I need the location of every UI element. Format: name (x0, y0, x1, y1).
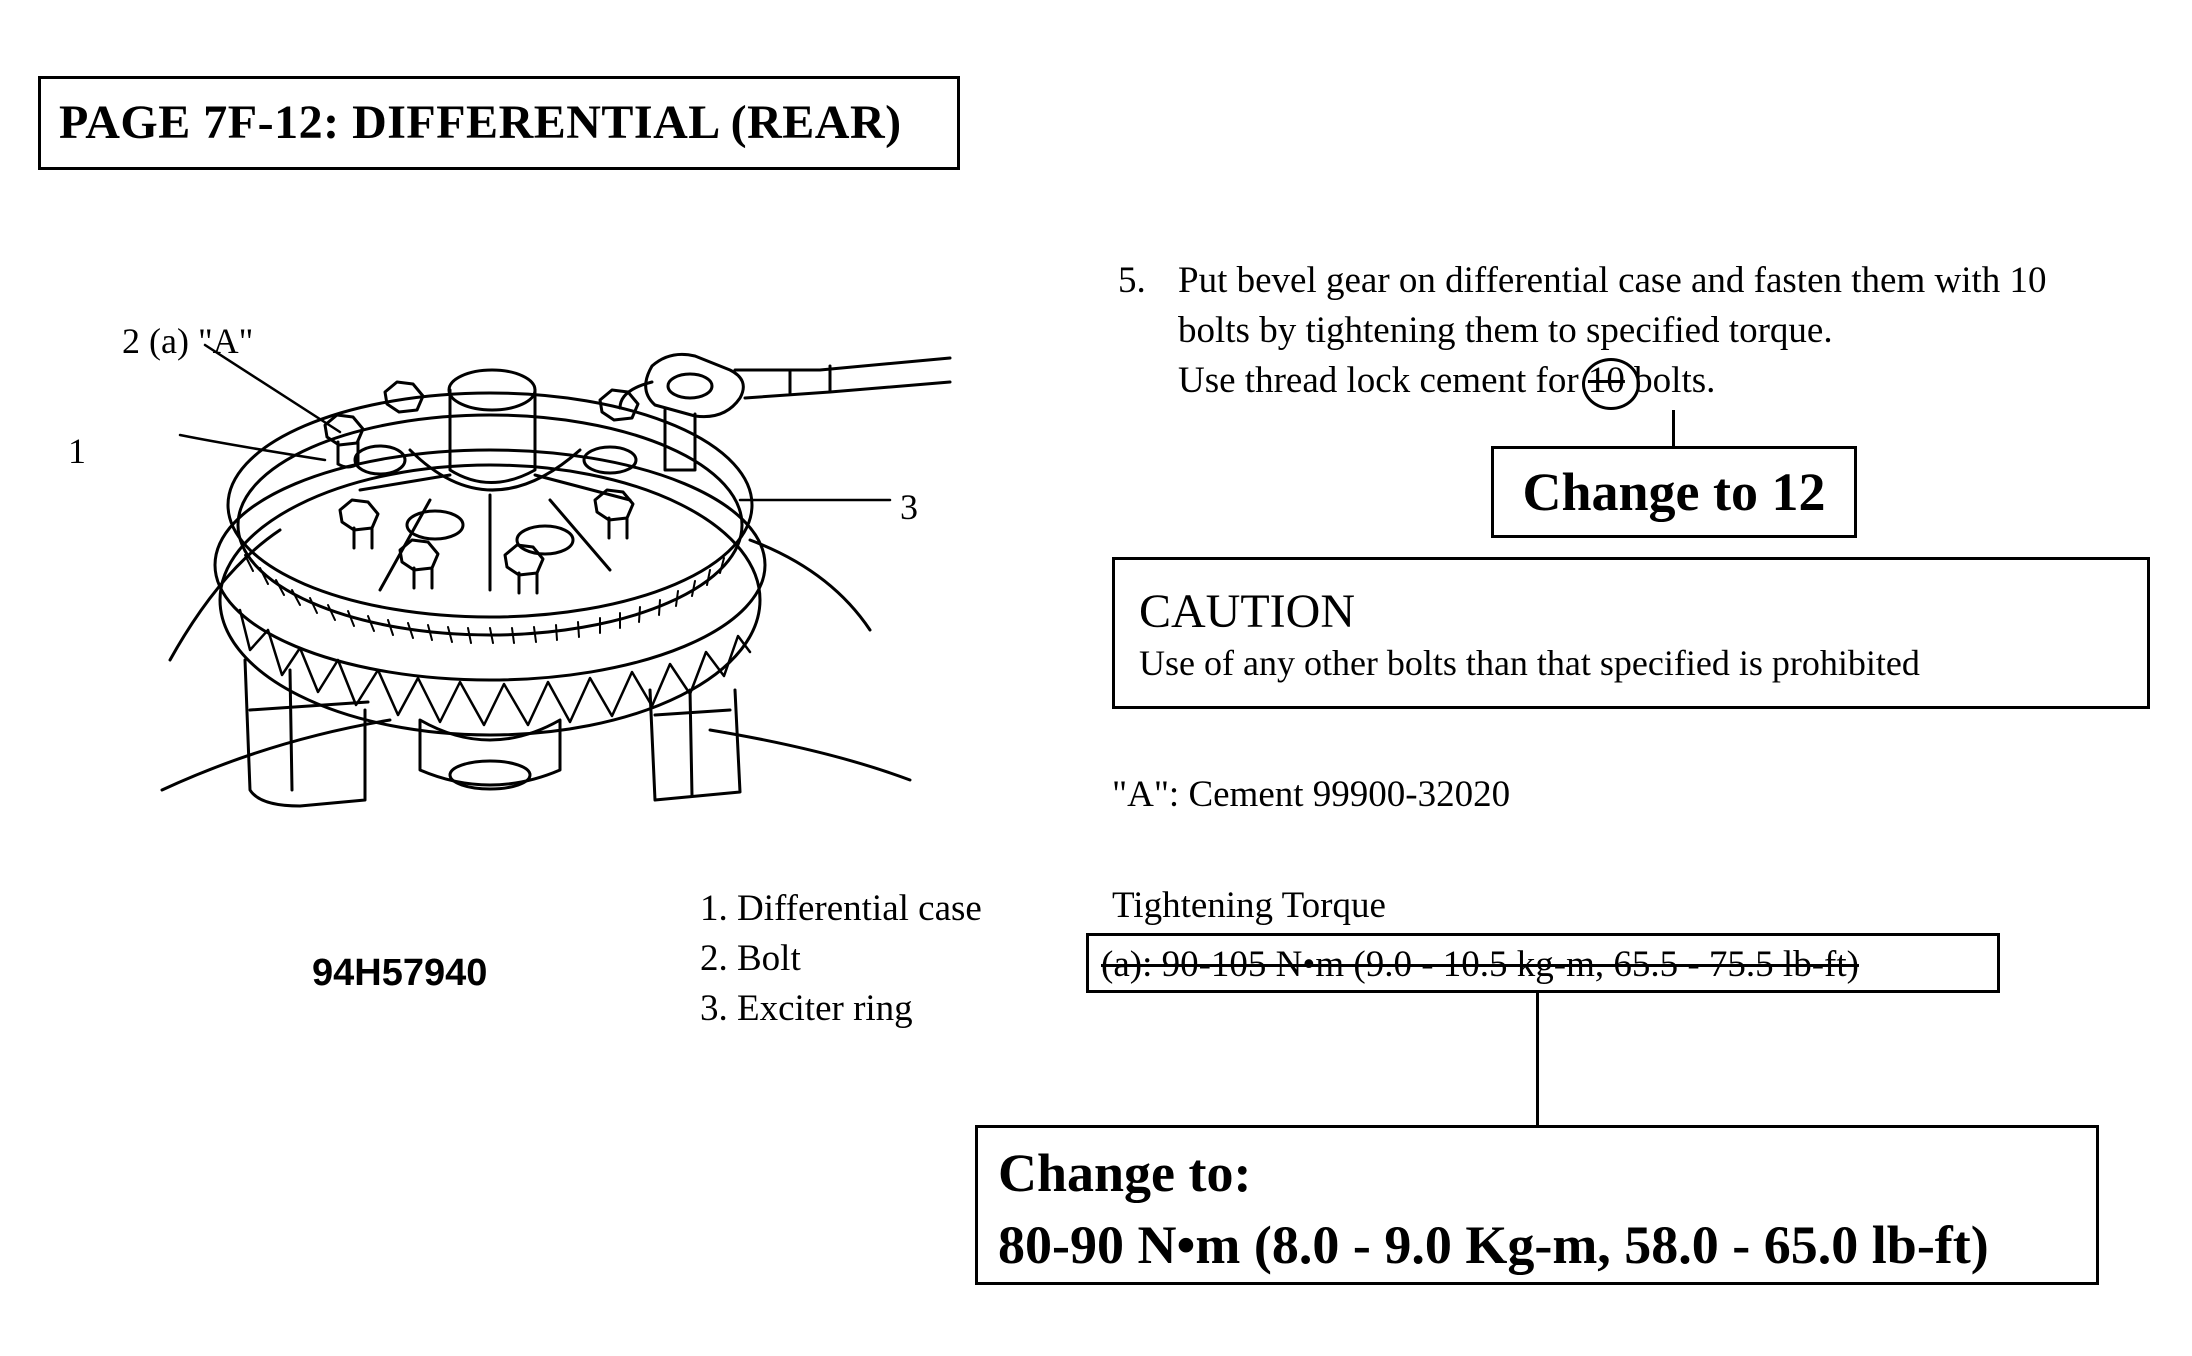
figure-code: 94H57940 (312, 952, 488, 994)
connector-line (1536, 993, 1539, 1125)
step-line-3 (1178, 356, 1715, 406)
connector-line (1672, 410, 1675, 448)
callout-label-exciter-ring: 3 (900, 487, 918, 527)
page-title-box (38, 76, 960, 170)
cement-note: "A": Cement 99900-32020 (1112, 774, 1511, 815)
step-number: 5. (1118, 260, 1146, 301)
new-torque-value: 80-90 N•m (8.0 - 9.0 Kg-m, 58.0 - 65.0 lb-ft) (998, 1215, 1989, 1275)
change-to-12-box (1491, 446, 1857, 538)
circle-mark (1582, 358, 1640, 410)
differential-illustration (150, 330, 970, 870)
step-line-3-before: Use thread lock cement for (1178, 360, 1588, 401)
callout-label-differential-case: 1 (68, 431, 86, 471)
old-torque-box (1086, 933, 2000, 993)
caution-text: Use of any other bolts than that specified is prohibited (1139, 643, 1920, 683)
legend-item-bolt: 2. Bolt (700, 938, 801, 979)
parts-legend (700, 884, 982, 1034)
callout-label-bolt: 2 (a) "A" (122, 321, 254, 361)
step-line-1: Put bevel gear on differential case and fasten them with 10 (1178, 260, 2047, 301)
change-to-12-text: Change to 12 (1522, 462, 1826, 522)
old-torque-value: (a): 90-105 N•m (9.0 - 10.5 kg-m, 65.5 - 75.5 lb-ft) (1101, 944, 1859, 985)
struck-count: 10 (1587, 360, 1625, 401)
legend-item-differential-case: 1. Differential case (700, 888, 982, 929)
caution-title: CAUTION (1139, 585, 1355, 638)
circled-struck-count (1588, 356, 1625, 406)
tightening-torque-label: Tightening Torque (1112, 885, 1386, 926)
new-torque-title: Change to: (998, 1143, 1252, 1203)
caution-box (1112, 557, 2150, 709)
page-title: PAGE 7F-12: DIFFERENTIAL (REAR) (59, 96, 902, 149)
legend-item-exciter-ring: 3. Exciter ring (700, 988, 913, 1029)
step-line-2: bolts by tightening them to specified torque. (1178, 310, 1833, 351)
step-line-3-after: bolts. (1624, 360, 1716, 401)
new-torque-box (975, 1125, 2099, 1285)
